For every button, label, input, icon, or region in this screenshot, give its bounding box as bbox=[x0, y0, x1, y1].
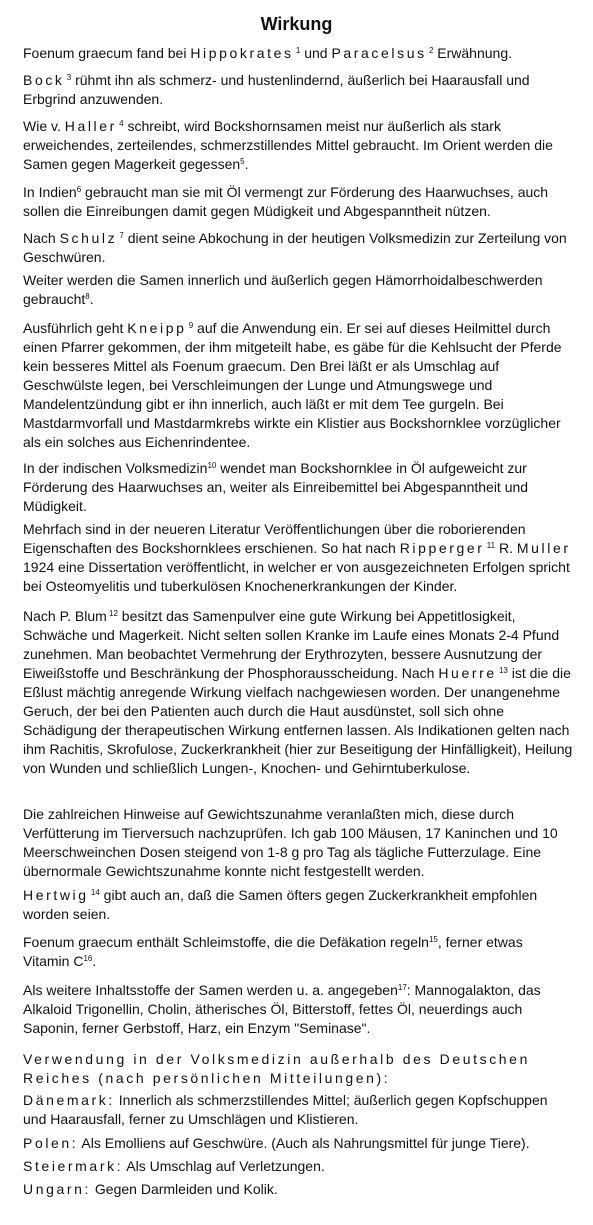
paragraph-8: In der indischen Volksmedizin$^{10}$ wendet man Bockshornklee in Öl aufgeweicht zur Förderung des Haarwuchses an, weiter als Einreibemittel bei Abgespanntheit und Müdigkeit. bbox=[23, 460, 529, 514]
footnote-ref: 12 bbox=[106, 609, 118, 618]
paragraph-10: Nach P. Blum $^{12}$ besitzt das Samenpulver eine gute Wirkung bei Appetitlosigkeit, Schwäche und Magerkeit. Nicht selten sollen Kranke im Laufe eines Monats 2-4 Pfund zunehmen. Man beobachtet Vermehrung der Erythrozyten, bessere Ausnutzung der Eiweißstoffe und Beschränkung der Phosphorausscheidung. Nach Huerre $^{13}$ ist die die Eßlust mächtig anregende Wirkung vielfach nachgewiesen worden. Der unangenehme Geruch, der bei den Patienten auch durch die Haut ausdünstet, soll sich ohne Schädigung der therapeutischen Wirkung entfernen lassen. Als Indikationen gelten nach ihm Rachitis, Skrofulose, Zuckerkrankheit (hier zur Beseitigung der Hinfälligkeit), Heilung von Wunden und schließlich Lungen-, Knochen- und Gehirntuberkulose. bbox=[23, 608, 573, 776]
author-name: Schulz bbox=[59, 230, 118, 246]
paragraph-7: Ausführlich geht Kneipp $^9$ auf die Anwendung ein. Er sei auf dieses Heilmittel durch einen Pfarrer gekommen, der ihm mitgeteilt habe, es gäbe für die Kehlsucht der Pferde kein besseres Mittel als Foenum graecum. Den Brei läßt er als Umschlag auf Geschwülste legen, bei Verschleimungen der Lunge und Atmungswege und Mandelentzündung gibt er ihn innerlich, auch läßt er mit dem Tee gurgeln. Bei Mastdarmvorfall und Mastdarmkrebs wirkte ein Klistier aus Bockshornklee vorzüglicher als ein solches aus Eichenrindentee. bbox=[23, 320, 562, 450]
author-name: Bock bbox=[23, 72, 65, 88]
footnote-ref: 8 bbox=[85, 292, 90, 301]
footnote-ref: 10 bbox=[207, 461, 217, 470]
country-label: Dänemark: bbox=[23, 1092, 115, 1108]
footnote-ref: 16 bbox=[83, 954, 93, 963]
country-label: Polen: bbox=[23, 1135, 79, 1151]
footnote-ref: 13 bbox=[496, 666, 508, 675]
author-name: Paracelsus bbox=[331, 45, 427, 61]
footnote-ref: 7 bbox=[117, 231, 124, 240]
footnote-ref: 17 bbox=[397, 983, 407, 992]
footnote-ref: 11 bbox=[484, 541, 496, 550]
footnote-ref: 4 bbox=[116, 119, 124, 128]
paragraph-12: Hertwig $^{14}$ gibt auch an, daß die Samen öfters gegen Zuckerkrankheit empfohlen worden seien. bbox=[23, 887, 538, 922]
footnote-ref: 2 bbox=[426, 46, 434, 55]
author-name: Ripperger bbox=[399, 540, 485, 556]
footnote-ref: 9 bbox=[186, 321, 194, 330]
author-name: Hippokrates bbox=[190, 45, 294, 61]
paragraph-13: Foenum graecum enthält Schleimstoffe, die die Defäkation regeln$^{15}$, ferner etwas Vitamin $C^{16}$. bbox=[23, 934, 523, 969]
paragraph-6: Weiter werden die Samen innerlich und äußerlich gegen Hämorrhoidalbeschwerden gebraucht$^8$. bbox=[23, 272, 543, 307]
paragraph-14: Als weitere Inhaltsstoffe der Samen werden u. a. angegeben$^{17}$: Mannogalakton, das Alkaloid Trigonellin, Cholin, ätherisches Öl, Bitterstoff, fettes Öl, neuerdings auch Saponin, ferner Gerbstoff, Harz, ein Enzym "Seminase". bbox=[23, 982, 541, 1036]
paragraph-1: Foenum graecum fand bei Hippokrates $^1$ und Paracelsus $^2$ Erwähnung. bbox=[23, 45, 512, 61]
footnote-ref: 14 bbox=[88, 888, 100, 897]
author-name: Kneipp bbox=[127, 320, 187, 336]
paragraph-2: Bock $^3$ rühmt ihn als schmerz- und hustenlindernd, äußerlich bei Haarausfall und Erbgrind anzuwenden. bbox=[23, 72, 530, 107]
paragraph-3: Wie v. Haller $^4$ schreibt, wird Bockshornsamen meist nur äußerlich als stark erweichendes, zerteilendes, schmerzstillendes Mittel gebraucht. Im Orient werden die Samen gegen Magerkeit gegessen$^5$. bbox=[23, 118, 553, 172]
page-title: Wirkung bbox=[260, 14, 333, 34]
author-name: Haller bbox=[64, 118, 117, 134]
paragraph-poland: Polen: Als Emolliens auf Geschwüre. (Auch als Nahrungsmittel für junge Tiere). bbox=[23, 1135, 530, 1151]
paragraph-styria: Steiermark: Als Umschlag auf Verletzungen. bbox=[23, 1158, 325, 1174]
country-label: Ungarn: bbox=[23, 1181, 92, 1197]
country-label: Steiermark: bbox=[23, 1158, 124, 1174]
author-name: Huerre bbox=[438, 665, 497, 681]
footnote-ref: 6 bbox=[76, 185, 82, 194]
paragraph-denmark: Dänemark: Innerlich als schmerzstillendes Mittel; äußerlich gegen Kopfschuppen und Haarausfall, ferner zu Umschlägen und Klistieren. bbox=[23, 1092, 548, 1127]
footnote-ref: 1 bbox=[293, 46, 301, 55]
paragraph-4: In Indien$^6$ gebraucht man sie mit Öl vermengt zur Förderung des Haarwuchses, auch sollen die Einreibungen damit gegen Müdigkeit und Abgespanntheit nützen. bbox=[23, 184, 549, 219]
footnote-ref: 5 bbox=[240, 157, 245, 166]
footnote-ref: 3 bbox=[64, 73, 72, 82]
author-name: Muller bbox=[516, 540, 571, 556]
paragraph-11: Die zahlreichen Hinweise auf Gewichtszunahme veranlaßten mich, diese durch Verfütterung im Tierversuch nachzuprüfen. Ich gab 100 Mäusen, 17 Kaninchen und 10 Meerschweinchen Dosen steigend von 1-8 g pro Tag als tägliche Futterzulage. Eine übernormale Gewichtszunahme konnte nicht festgestellt werden. bbox=[23, 806, 558, 879]
paragraph-9: Mehrfach sind in der neueren Literatur Veröffentlichungen über die roborierenden Eigenschaften des Bockshornklees erschienen. So hat nach Ripperger $^{11}$ R. Muller 1924 eine Dissertation veröffentlicht, in welcher er von ausgezeichneten Erfolgen spricht bei Osteomyelitis und tuberkulösen Knochenerkrankungen der Kinder. bbox=[23, 521, 571, 594]
footnote-ref: 15 bbox=[428, 935, 438, 944]
paragraph-5: Nach Schulz $^7$ dient seine Abkochung in der heutigen Volksmedizin zur Zerteilung von Geschwüren. bbox=[23, 230, 567, 265]
author-name: Hertwig bbox=[23, 887, 89, 903]
paragraph-hungary: Ungarn: Gegen Darmleiden und Kolik. bbox=[23, 1181, 278, 1197]
section-heading: Verwendung in der Volksmedizin außerhalb des Deutschen Reiches (nach persönlichen Mitteilungen): bbox=[23, 1051, 530, 1086]
